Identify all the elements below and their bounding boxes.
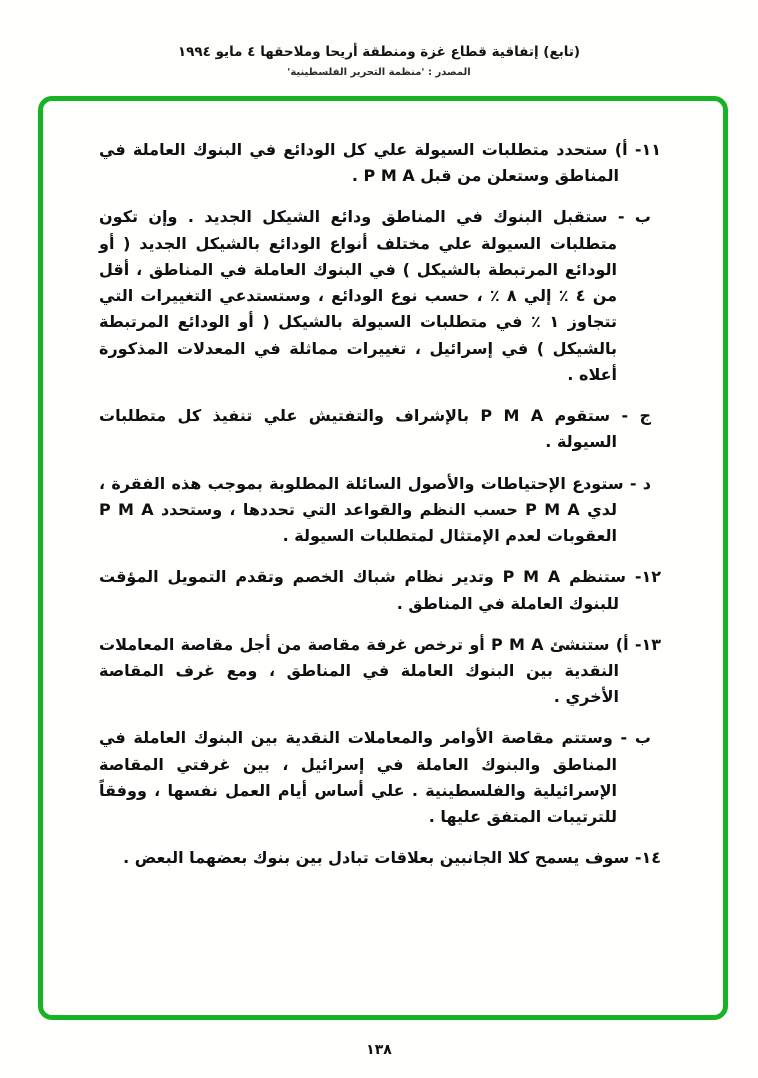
document-body xyxy=(43,101,723,872)
paragraph-12: ١٢- ستنظم P M A وتدير نظام شباك الخصم وتقدم التمويل المؤقت للبنوك العاملة في المناطق . xyxy=(99,567,662,613)
page-number: ١٣٨ xyxy=(366,1042,392,1058)
paragraph-13a: ١٣- أ) ستنشئ P M A أو ترخص غرفة مقاصة من أجل مقاصة المعاملات النقدية بين البنوك العاملة في المناطق ، ومع غرف المقاصة الأخري . xyxy=(99,634,662,707)
page-header xyxy=(0,44,758,78)
paragraph-13b: ب - وستتم مقاصة الأوامر والمعاملات النقدية بين البنوك العاملة في المناطق والبنوك العاملة في إسرائيل ، بين غرفتي المقاصة الإسرائيلية والفلسطينية . علي أساس أيام العمل نفسها ، ووفقاً للترتيبات المتفق عليها . xyxy=(99,728,651,827)
document-title: (تابع) إتفاقية قطاع غزة ومنطقة أريحا وملاحقها ٤ مايو ١٩٩٤ xyxy=(177,44,581,60)
paragraph-11b: ب - ستقبل البنوك في المناطق ودائع الشيكل الجديد . وإن تكون متطلبات السيولة علي مختلف أنواع الودائع بالشيكل الجديد ( أو الودائع المرتبطة بالشيكل ) في البنوك العاملة في المناطق ، أقل من ٤ ٪ إلي ٨ ٪ ، حسب نوع الودائع ، وستستدعي التغييرات التي تتجاوز ١ ٪ في متطلبات السيولة بالشيكل ( أو الودائع المرتبطة بالشيكل ) في إسرائيل ، تغييرات مماثلة في المعدلات المذكورة أعلاه . xyxy=(99,207,651,384)
paragraph-11a: ١١- أ) ستحدد متطلبات السيولة علي كل الودائع في البنوك العاملة في المناطق وستعلن من قبل P M A . xyxy=(99,140,661,186)
paragraph-11c: ج - ستقوم P M A بالإشراف والتفتيش علي تنفيذ كل متطلبات السيولة . xyxy=(99,406,652,452)
document-source: المصدر : 'منظمة التحرير الفلسطينية' xyxy=(287,67,471,78)
paragraph-11d: د - ستودع الإحتياطات والأصول السائلة المطلوبة بموجب هذه الفقرة ، لدي P M A حسب النظم والقواعد التي تحددها ، وستحدد P M A العقوبات لعدم الإمتثال لمتطلبات السيولة . xyxy=(99,473,651,546)
paragraph-14: ١٤- سوف يسمح كلا الجانبين بعلاقات تبادل بين بنوك بعضهما البعض . xyxy=(123,848,661,868)
content-frame xyxy=(38,96,728,1020)
